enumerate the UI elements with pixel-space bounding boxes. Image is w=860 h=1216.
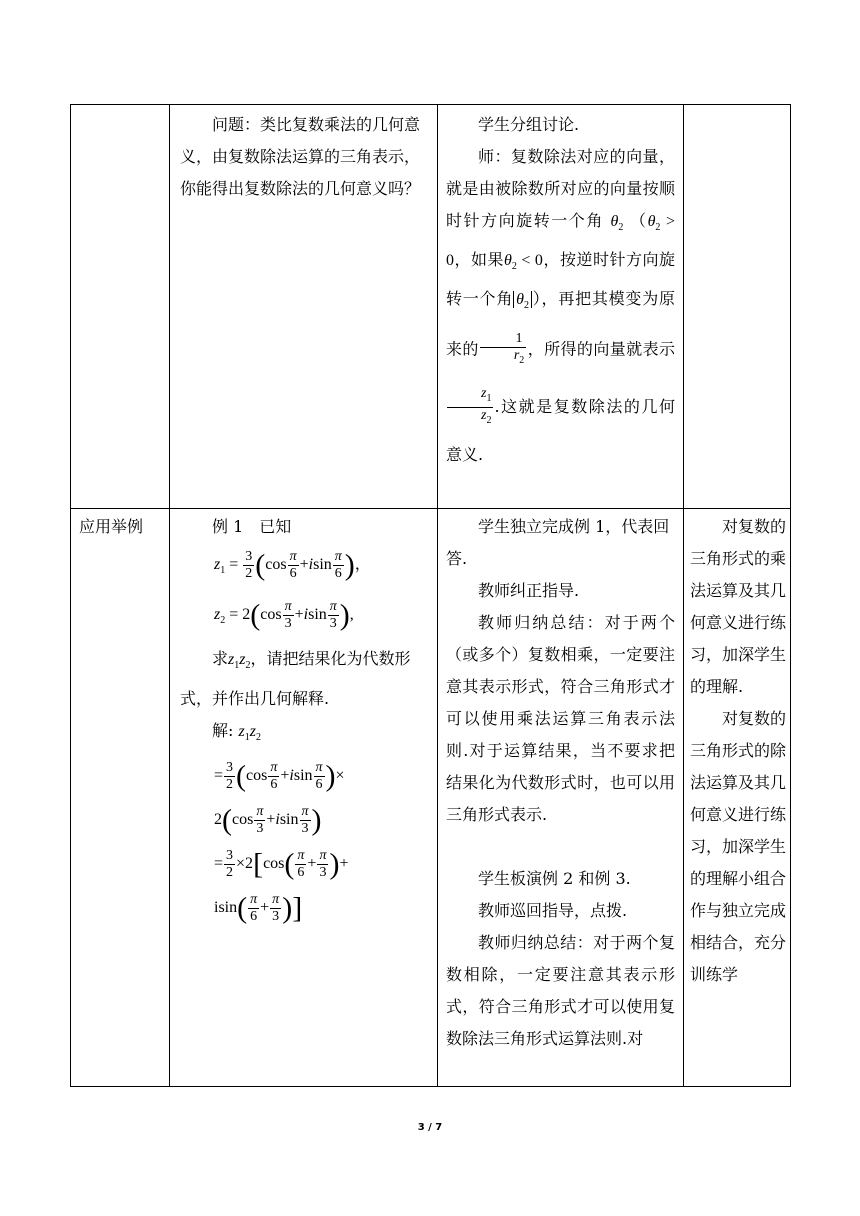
division-geometry-explanation: 师：复数除法对应的向量，就是由被除数所对应的向量按顺时针方向旋转一个角 $\theta_2$ （$\theta_2 > 0$，如果$\theta_2 < 0$，按逆时针方向旋转一个角 $\theta_2$ ），再把其模变为原来的 $\frac{1}{r_2}$ ，所得的向量就表示 $\frac{z_1}{z_2}$ .这就是复数除法的几何意义. xyxy=(446,147,675,464)
z1-definition: $z_1$ = $\frac{3}{2}$ (cos $\frac{\pi}{6}$ +isin $\frac{\pi}{6}$ )， xyxy=(214,548,371,582)
page-number: 3 / 7 xyxy=(417,1122,443,1133)
solution-step-2: 2(cos $\frac{\pi}{3}$ +isin $\frac{\pi}{3}$ ) xyxy=(214,803,322,837)
section-label-application: 应用举例 xyxy=(79,517,144,536)
purpose-division: 对复数的三角形式的除法运算及其几何意义进行练习，加深学生的理解小组合作与独立完成相结合，充分训练学 xyxy=(690,709,787,984)
teacher-patrol-text: 教师巡回指导，点拨. xyxy=(478,901,628,920)
solution-step-4: isin( $\frac{\pi}{6}$ + $\frac{\pi}{3}$ )] xyxy=(214,891,303,925)
purpose-multiplication: 对复数的三角形式的乘法运算及其几何意义进行练习，加深学生的理解. xyxy=(690,517,787,696)
row2-purpose-cell xyxy=(684,509,791,1087)
solution-step-1: = $\frac{3}{2}$ (cos $\frac{\pi}{6}$ +isin $\frac{\pi}{6}$ )× xyxy=(214,759,345,793)
row1-activity-cell xyxy=(170,105,438,509)
group-discussion-text: 学生分组讨论. xyxy=(478,115,580,134)
table-row xyxy=(71,105,791,509)
row2-activity-cell xyxy=(170,509,438,1087)
z2-definition: $z_2 = 2(\cos$ $\frac{\pi}{3}$ +isin $\frac{\pi}{3}$ ), xyxy=(214,598,354,632)
example-1-task: 求$z_1z_2$，请把结果化为代数形式，并作出几何解释. xyxy=(180,649,411,708)
row1-purpose-cell xyxy=(684,105,791,509)
table-row xyxy=(71,509,791,1087)
solution-start: 解: $z_1z_2$ xyxy=(212,720,261,743)
row1-teacher-cell xyxy=(438,105,684,509)
teacher-guide-text: 教师纠正指导. xyxy=(478,581,580,600)
solution-step-3: = $\frac{3}{2}$ ×2[cos( $\frac{\pi}{6}$ + $\frac{\pi}{3}$ )+ xyxy=(214,847,349,881)
row2-teacher-cell xyxy=(438,509,684,1087)
student-answer-text: 学生独立完成例 1，代表回答. xyxy=(446,517,670,568)
division-question: 问题：类比复数乘法的几何意义，由复数除法运算的三角表示，你能得出复数除法的几何意义吗？ xyxy=(180,115,421,198)
multiplication-summary: 教师归纳总结：对于两个（或多个）复数相乘，一定要注意其表示形式，符合三角形式才可以使用乘法运算三角表示法则.对于运算结果，当不要求把结果化为代数形式时，也可以用三角形式表示. xyxy=(446,613,675,824)
row1-label-cell xyxy=(71,105,170,509)
division-summary: 教师归纳总结：对于两个复数相除，一定要注意其表示形式，符合三角形式才可以使用复数除法三角形式运算法则.对 xyxy=(446,933,675,1048)
board-demo-text: 学生板演例 2 和例 3. xyxy=(478,869,631,888)
row2-label-cell xyxy=(71,509,170,1087)
lesson-table xyxy=(70,104,791,1087)
example-1-title: 例 1 已知 xyxy=(212,517,292,536)
